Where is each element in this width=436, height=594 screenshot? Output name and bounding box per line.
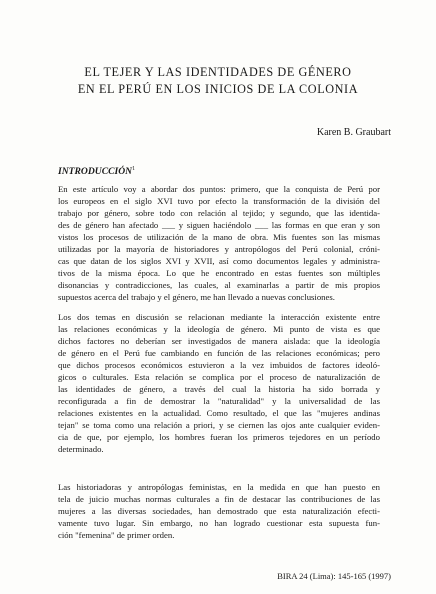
footnote-marker: 1 [132,166,136,172]
text-line: que dichos procesos económicos estuvieron a la vez imbuidos de factores ideoló- [58,360,380,370]
text-line: des de género han afectado ___ y siguen haciéndolo ___ las formas en que eran y son [58,220,380,230]
text-line: reconfigurada a fin de demostrar la "naturalidad" y la universalidad de las [58,396,380,406]
text-line: de género en el Perú fue cambiando en función de las relaciones económicas; pero [58,348,380,358]
text-line: relaciones existentes en la actualidad. Como resultado, el que las "mujeres andinas [58,408,380,418]
text-line: las relaciones económicas y la ideología de género. Mi punto de vista es que [58,324,380,334]
text-line: ción "femenina" de primer orden. [58,530,175,540]
text-line: Las historiadoras y antropólogas feministas, en la medida en que han puesto en [58,482,380,492]
text-line: vamente tuvo lugar. Sin embargo, no han logrado cuestionar esta supuesta fun- [58,518,380,528]
text-line: mujeres a las diversas sociedades, han demostrado que esta naturalización efecti- [58,506,380,516]
text-line: cia de que, por ejemplo, los hombres fueran los primeros tejedores en un período [58,432,380,442]
text-line: supuestos acerca del trabajo y el género, me han llevado a nuevas conclusiones. [58,292,335,302]
author-name: Karen B. Graubart [316,127,391,138]
text-line: los europeos en el siglo XVI tuvo por efecto la transformación de la división del [58,196,380,206]
text-line: vistos los procesos de utilización de la mano de obra. Mis fuentes son las mismas [58,232,380,242]
page-footer-citation: BIRA 24 (Lima): 145-165 (1997) [277,571,391,581]
text-line: determinado. [58,444,104,454]
title-line-1: EL TEJER Y LAS IDENTIDADES DE GÉNERO [84,65,352,79]
paragraph-1 [58,183,380,303]
text-line: Los dos temas en discusión se relacionan mediante la interacción existente entre [58,312,380,322]
text-line: trabajo por género, sobre todo con relación al tejido; y segundo, que las identida- [58,208,380,218]
text-line: tela de juicio muchas normas culturales a fin de destacar las contribuciones de las [58,494,380,504]
text-line: utilizadas por la mayoría de historiadores y antropólogos del Perú colonial, cróni- [58,244,380,254]
paragraph-3 [58,481,380,541]
section-heading [58,166,135,177]
paragraph-2 [58,311,380,455]
article-title [40,64,396,98]
section-heading-text: INTRODUCCIÓN [58,166,133,178]
text-line: cas que datan de los siglos XVI y XVII, así como documentos legales y administra- [58,256,380,266]
title-line-2: EN EL PERÚ EN LOS INICIOS DE LA COLONIA [77,82,359,96]
text-line: tejan" se toma como una relación a priori, y se ciernen las ojos ante cualquier eviden- [58,420,380,430]
text-line: disonancias y contradicciones, las cuales, al examinarlas a partir de mis propios [58,280,380,290]
text-line: dichos factores no deberían ser investigados de manera aislada: que la ideología [58,336,380,346]
text-line: gicos o culturales. Esta relación se complica por el proceso de naturalización de [58,372,380,382]
text-line: En este artículo voy a abordar dos puntos: primero, que la conquista de Perú por [58,184,380,194]
text-line: las identidades de género, a través del cual la historia ha sido borrada y [58,384,380,394]
text-line: tivos de la misma época. Lo que he encontrado en estas fuentes son múltiples [58,268,380,278]
